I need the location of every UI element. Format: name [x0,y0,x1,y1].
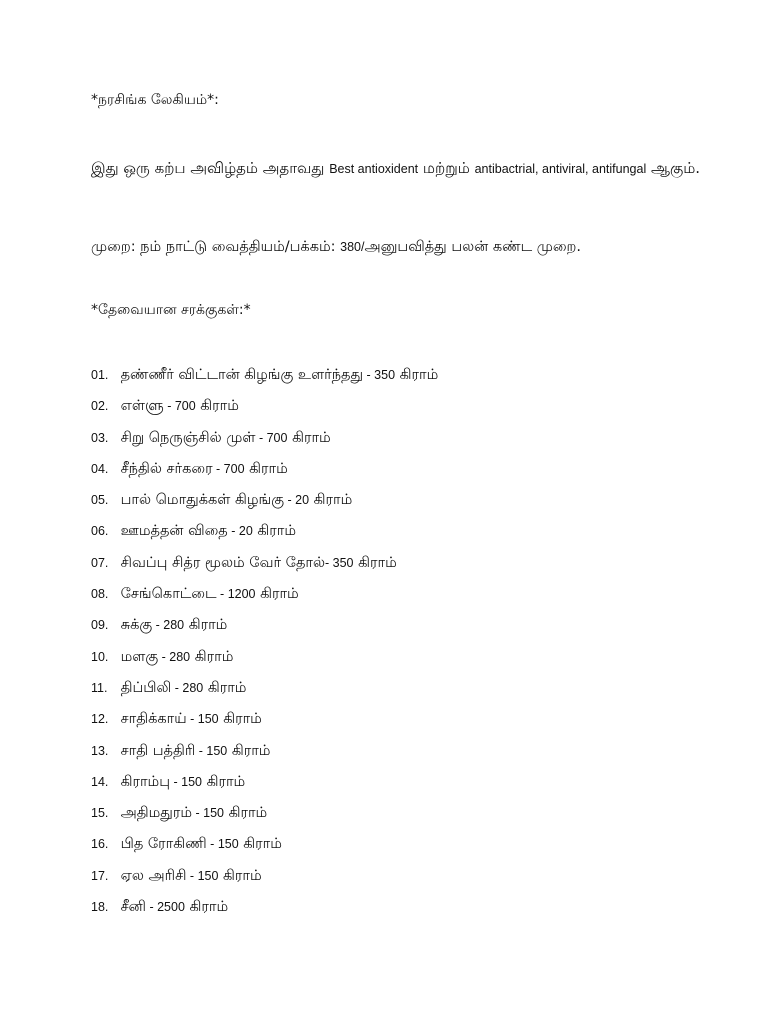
intro-text-2: மற்றும் [422,159,470,177]
item-name: பால் மொதுக்கள் கிழங்கு [120,492,285,509]
item-number: 04. [91,461,109,476]
item-unit: கிராம் [207,679,247,696]
list-item [91,489,438,520]
item-unit: கிராம் [189,899,229,916]
item-unit: கிராம் [399,367,439,383]
list-item [91,552,438,583]
item-number: 12. [91,712,109,727]
list-item [91,646,438,677]
item-quantity: 700 [223,461,245,476]
item-number: 17. [91,868,109,883]
item-separator: - [216,587,228,602]
item-quantity: 350 [332,555,354,570]
item-quantity: 280 [182,680,204,695]
item-separator: - [192,806,204,821]
item-quantity: 150 [197,868,219,883]
item-quantity: 20 [295,493,310,508]
item-separator: - [170,774,182,789]
item-quantity: 150 [203,806,224,821]
list-item [91,583,438,614]
intro-english-1: Best antioxident [329,162,419,176]
item-unit: கிராம் [200,398,239,415]
item-separator: - [171,680,183,695]
item-number: 03. [91,430,109,445]
item-unit: கிராம் [243,836,282,853]
item-unit: கிராம் [257,523,297,540]
list-item [91,865,438,896]
item-separator: - [212,461,224,476]
item-separator: - [363,368,375,382]
method-line [91,239,708,257]
item-quantity: 20 [238,524,253,539]
item-unit: கிராம் [313,492,353,509]
list-item [91,458,438,489]
item-name: பித ரோகிணி [120,836,207,853]
item-quantity: 150 [206,743,228,758]
method-text-1: முறை: நம் நாட்டு வைத்தியம்/பக்கம்: [91,239,336,255]
item-number: 02. [91,399,109,414]
item-unit: கிராம் [188,617,228,634]
item-separator: - [186,712,198,727]
item-quantity: 700 [266,430,288,445]
item-unit: கிராம் [292,429,331,446]
item-number: 05. [91,493,109,508]
item-number: 01. [91,368,109,382]
list-item [91,833,438,864]
item-number: 16. [91,837,109,852]
item-name: சிவப்பு சித்ர மூலம் வேர் தோல் [120,554,326,571]
item-separator: - [163,399,175,414]
item-name: சிறு நெருஞ்சில் முள் [120,429,256,446]
item-name: சாதி பத்திரி [120,742,196,759]
item-name: சீனி [120,899,146,916]
item-quantity: 2500 [157,900,185,915]
item-unit: கிராம் [358,554,397,571]
list-item [91,614,438,645]
item-separator: - [152,618,164,633]
item-name: ஊமத்தன் விதை [120,523,228,540]
item-quantity: 280 [163,618,185,633]
item-separator: - [325,555,333,570]
recipe-title: *நரசிங்க லேகியம்*: [91,92,219,108]
item-number: 18. [91,900,109,915]
list-item [91,520,438,551]
item-name: சீந்தில் சர்கரை [120,460,213,477]
item-unit: கிராம் [194,648,234,665]
item-name: தண்ணீர் விட்டான் கிழங்கு உளர்ந்தது [120,367,364,383]
list-item [91,708,438,739]
item-name: ஏல அரிசி [120,867,187,884]
item-number: 10. [91,649,109,664]
item-name: அதிமதுரம் [120,805,193,822]
item-name: எள்ளு [120,398,164,415]
item-name: திப்பிலி [120,679,172,696]
item-number: 13. [91,743,109,758]
list-item [91,740,438,771]
item-unit: கிராம் [228,805,268,822]
item-number: 08. [91,587,109,602]
item-number: 11. [91,680,108,695]
item-name: கிராம்பு [120,773,171,790]
list-item [91,677,438,708]
item-quantity: 350 [374,368,396,382]
item-name: சுக்கு [120,617,153,634]
item-number: 15. [91,806,109,821]
method-page-number: 380/ [340,240,365,254]
list-item [91,395,438,426]
item-number: 06. [91,524,109,539]
item-number: 09. [91,618,109,633]
list-item [91,896,438,927]
item-unit: கிராம் [206,773,246,790]
item-name: மளகு [120,648,159,665]
item-separator: - [145,900,158,915]
item-quantity: 280 [169,649,191,664]
item-separator: - [195,743,207,758]
item-quantity: 1200 [227,587,256,602]
ingredients-heading: *தேவையான சரக்குகள்:* [91,302,251,318]
intro-english-2: antibactrial, antiviral, antifungal [474,162,647,176]
intro-text-3: ஆகும். [651,159,701,177]
ingredient-list [91,364,438,927]
item-number: 07. [91,555,109,570]
item-quantity: 700 [174,399,196,414]
list-item [91,364,438,395]
intro-text-1: இது ஒரு கற்ப அவிழ்தம் அதாவது [91,159,325,177]
item-name: சேங்கொட்டை [120,586,217,603]
intro-paragraph [91,156,708,181]
item-quantity: 150 [181,774,202,789]
item-unit: கிராம் [223,711,262,728]
item-separator: - [186,868,198,883]
list-item [91,771,438,802]
list-item [91,427,438,458]
list-item [91,802,438,833]
item-separator: - [227,524,239,539]
item-unit: கிராம் [231,742,271,759]
method-text-2: அனுபவித்து பலன் கண்ட முறை. [364,239,582,255]
item-separator: - [158,649,170,664]
item-unit: கிராம் [249,460,288,477]
item-quantity: 150 [197,712,219,727]
item-unit: கிராம் [223,867,262,884]
item-quantity: 150 [217,837,239,852]
item-number: 14. [91,774,109,789]
item-separator: - [206,837,218,852]
item-unit: கிராம் [260,586,299,603]
item-separator: - [255,430,267,445]
item-name: சாதிக்காய் [120,711,187,728]
item-separator: - [284,493,296,508]
